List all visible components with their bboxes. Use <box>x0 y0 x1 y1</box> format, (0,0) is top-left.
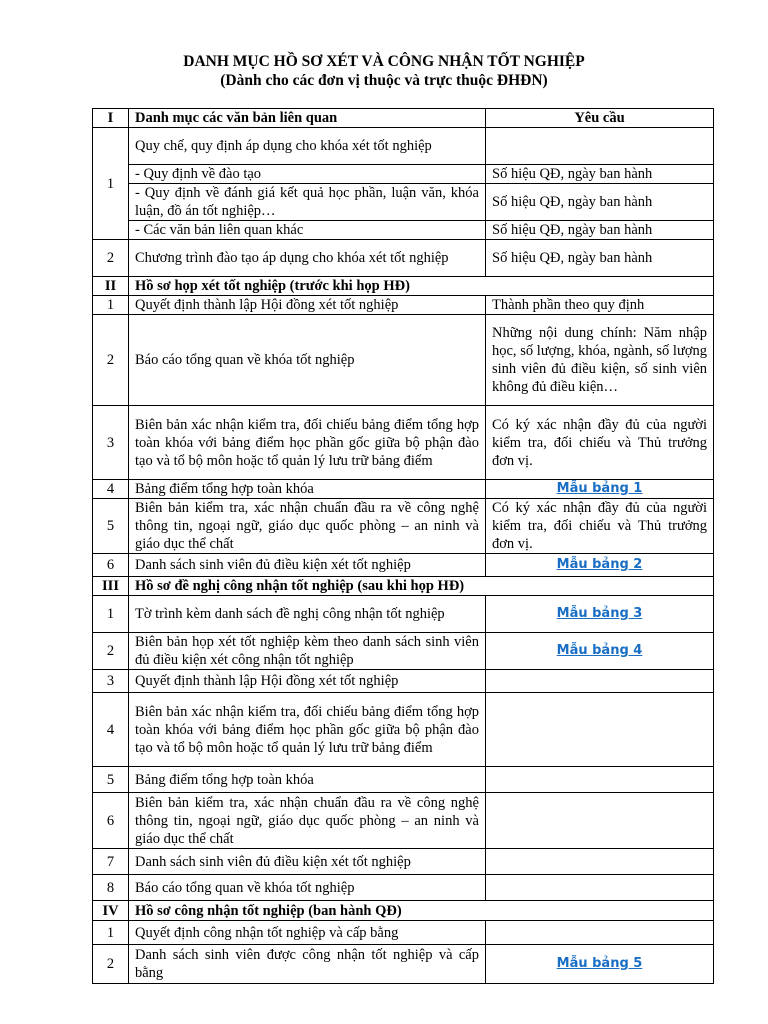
section-number: III <box>93 577 129 596</box>
section-number: IV <box>93 901 129 921</box>
form-template-link[interactable]: Mẫu bảng 3 <box>556 606 643 621</box>
table-row <box>93 945 714 984</box>
row-description: Biên bản họp xét tốt nghiệp kèm theo danh sách sinh viên đủ điều kiện xét công nhận tốt nghiệp <box>129 633 486 670</box>
row-requirement <box>486 849 714 875</box>
section-header-row <box>93 277 714 296</box>
row-description: Biên bản kiểm tra, xác nhận chuẩn đầu ra về công nghệ thông tin, ngoại ngữ, giáo dục quốc phòng – an ninh và giáo dục thể chất <box>129 499 486 554</box>
row-number: 5 <box>93 499 129 554</box>
row-description: Biên bản kiểm tra, xác nhận chuẩn đầu ra về công nghệ thông tin, ngoại ngữ, giáo dục quốc phòng – an ninh và giáo dục thể chất <box>129 793 486 849</box>
form-template-link[interactable]: Mẫu bảng 2 <box>556 557 643 572</box>
row-requirement <box>486 670 714 693</box>
row-number: 2 <box>93 945 129 984</box>
row-number: 6 <box>93 793 129 849</box>
checklist-table <box>92 108 714 984</box>
row-description: Chương trình đào tạo áp dụng cho khóa xét tốt nghiệp <box>129 240 486 277</box>
row-number: 3 <box>93 406 129 480</box>
row-description: Báo cáo tổng quan về khóa tốt nghiệp <box>129 315 486 406</box>
row-number: 2 <box>93 240 129 277</box>
table-row <box>93 921 714 945</box>
row-requirement: Số hiệu QĐ, ngày ban hành <box>486 165 714 184</box>
row-description: Quyết định thành lập Hội đồng xét tốt nghiệp <box>129 296 486 315</box>
row-number: 4 <box>93 480 129 499</box>
row-requirement: Số hiệu QĐ, ngày ban hành <box>486 184 714 221</box>
row-description: Quyết định công nhận tốt nghiệp và cấp bằng <box>129 921 486 945</box>
row-description: Bảng điểm tổng hợp toàn khóa <box>129 480 486 499</box>
section-title: Hồ sơ công nhận tốt nghiệp (ban hành QĐ) <box>129 901 714 921</box>
row-description: Báo cáo tổng quan về khóa tốt nghiệp <box>129 875 486 901</box>
row-number: 1 <box>93 128 129 240</box>
row-description: Danh sách sinh viên được công nhận tốt nghiệp và cấp bằng <box>129 945 486 984</box>
row-number: 1 <box>93 921 129 945</box>
row-description: Biên bản xác nhận kiểm tra, đối chiếu bảng điểm tổng hợp toàn khóa với bảng điểm học phần gốc giữa bộ phận đào tạo và tổ bộ môn hoặc tổ quản lý lưu trữ bảng điểm <box>129 406 486 480</box>
table-row <box>93 849 714 875</box>
row-number: 6 <box>93 554 129 577</box>
row-description: - Quy định về đánh giá kết quả học phần, luận văn, khóa luận, đồ án tốt nghiệp… <box>129 184 486 221</box>
table-row <box>93 240 714 277</box>
table-row <box>93 406 714 480</box>
row-description: Danh sách sinh viên đủ điều kiện xét tốt nghiệp <box>129 849 486 875</box>
table-row <box>93 793 714 849</box>
form-template-link[interactable]: Mẫu bảng 4 <box>556 643 643 658</box>
row-number: 5 <box>93 767 129 793</box>
row-description: - Các văn bản liên quan khác <box>129 221 486 240</box>
row-requirement <box>486 633 714 670</box>
section-header-row <box>93 109 714 128</box>
row-requirement: Thành phần theo quy định <box>486 296 714 315</box>
table-row <box>93 296 714 315</box>
row-requirement: Có ký xác nhận đầy đủ của người kiểm tra, đối chiếu và Thủ trưởng đơn vị. <box>486 406 714 480</box>
row-description: Biên bản xác nhận kiểm tra, đối chiếu bảng điểm tổng hợp toàn khóa với bảng điểm học phần gốc giữa bộ phận đào tạo và tổ bộ môn hoặc tổ quản lý lưu trữ bảng điểm <box>129 693 486 767</box>
section-number: II <box>93 277 129 296</box>
section-header-row <box>93 577 714 596</box>
table-row <box>93 875 714 901</box>
table-row <box>93 128 714 165</box>
row-requirement <box>486 480 714 499</box>
row-requirement <box>486 554 714 577</box>
form-template-link[interactable]: Mẫu bảng 1 <box>556 481 643 496</box>
section-title: Hồ sơ đề nghị công nhận tốt nghiệp (sau khi họp HĐ) <box>129 577 714 596</box>
table-row <box>93 670 714 693</box>
table-row <box>93 767 714 793</box>
row-requirement: Số hiệu QĐ, ngày ban hành <box>486 240 714 277</box>
table-row <box>93 184 714 221</box>
row-number: 7 <box>93 849 129 875</box>
row-description: Quyết định thành lập Hội đồng xét tốt nghiệp <box>129 670 486 693</box>
row-description: Tờ trình kèm danh sách đề nghị công nhận tốt nghiệp <box>129 596 486 633</box>
column-header-requirements: Yêu cầu <box>486 109 714 128</box>
table-row <box>93 315 714 406</box>
row-requirement <box>486 596 714 633</box>
row-number: 4 <box>93 693 129 767</box>
row-requirement: Những nội dung chính: Năm nhập học, số lượng, khóa, ngành, số lượng sinh viên đủ điều kiện, số sinh viên không đủ điều kiện… <box>486 315 714 406</box>
row-description: Danh sách sinh viên đủ điều kiện xét tốt nghiệp <box>129 554 486 577</box>
document-title: DANH MỤC HỒ SƠ XÉT VÀ CÔNG NHẬN TỐT NGHIỆP <box>183 53 585 70</box>
row-number: 2 <box>93 315 129 406</box>
row-number: 3 <box>93 670 129 693</box>
column-header-documents: Danh mục các văn bản liên quan <box>129 109 486 128</box>
row-requirement <box>486 128 714 165</box>
table-row <box>93 596 714 633</box>
row-requirement <box>486 793 714 849</box>
row-requirement <box>486 693 714 767</box>
row-requirement: Có ký xác nhận đầy đủ của người kiểm tra, đối chiếu và Thủ trưởng đơn vị. <box>486 499 714 554</box>
document-subtitle: (Dành cho các đơn vị thuộc và trực thuộc ĐHĐN) <box>220 72 548 89</box>
table-row <box>93 480 714 499</box>
row-requirement <box>486 767 714 793</box>
section-title: Hồ sơ họp xét tốt nghiệp (trước khi họp HĐ) <box>129 277 714 296</box>
row-description: Quy chế, quy định áp dụng cho khóa xét tốt nghiệp <box>129 128 486 165</box>
table-row <box>93 165 714 184</box>
table-row <box>93 633 714 670</box>
table-row <box>93 693 714 767</box>
row-number: 1 <box>93 296 129 315</box>
row-description: Bảng điểm tổng hợp toàn khóa <box>129 767 486 793</box>
row-requirement <box>486 945 714 984</box>
row-number: 2 <box>93 633 129 670</box>
table-row <box>93 499 714 554</box>
row-description: - Quy định về đào tạo <box>129 165 486 184</box>
row-requirement <box>486 875 714 901</box>
section-header-row <box>93 901 714 921</box>
form-template-link[interactable]: Mẫu bảng 5 <box>556 956 643 971</box>
table-row <box>93 554 714 577</box>
row-number: 1 <box>93 596 129 633</box>
row-requirement <box>486 921 714 945</box>
row-number: 8 <box>93 875 129 901</box>
table-row <box>93 221 714 240</box>
row-requirement: Số hiệu QĐ, ngày ban hành <box>486 221 714 240</box>
section-number: I <box>93 109 129 128</box>
